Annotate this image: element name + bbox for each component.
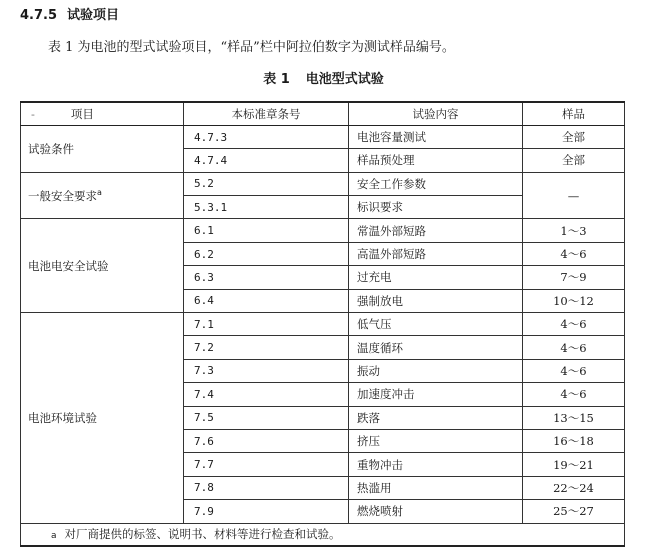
sample-cell: 7～9 xyxy=(523,266,625,289)
sample-cell: 4～6 xyxy=(523,359,625,382)
content-cell: 挤压 xyxy=(349,429,523,452)
clause-cell: 4.7.3 xyxy=(184,125,349,148)
clause-cell: 7.5 xyxy=(184,406,349,429)
content-cell: 标识要求 xyxy=(349,196,523,219)
header-item-dash: - xyxy=(31,106,35,121)
footnote-row xyxy=(21,523,625,546)
clause-cell: 7.6 xyxy=(184,429,349,452)
content-cell: 重物冲击 xyxy=(349,453,523,476)
clause-cell: 7.9 xyxy=(184,500,349,523)
content-cell: 强制放电 xyxy=(349,289,523,312)
content-cell: 高温外部短路 xyxy=(349,242,523,265)
content-cell: 跌落 xyxy=(349,406,523,429)
intro-paragraph: 表 1 为电池的型式试验项目，“样品”栏中阿拉伯数字为测试样品编号。 xyxy=(48,40,455,55)
header-clause: 本标准章条号 xyxy=(184,102,349,125)
content-cell: 加速度冲击 xyxy=(349,383,523,406)
content-cell: 温度循环 xyxy=(349,336,523,359)
sample-cell: 19～21 xyxy=(523,453,625,476)
content-cell: 低气压 xyxy=(349,313,523,336)
group-name: 电池电安全试验 xyxy=(28,258,109,273)
footnote-mark: a xyxy=(97,187,102,197)
group-name-cell xyxy=(21,125,184,172)
clause-cell: 6.2 xyxy=(184,242,349,265)
section-number: 4.7.5 xyxy=(20,8,58,23)
sample-cell: 全部 xyxy=(523,125,625,148)
content-cell: 振动 xyxy=(349,359,523,382)
clause-cell: 5.2 xyxy=(184,172,349,195)
clause-cell: 7.1 xyxy=(184,313,349,336)
sample-cell: 4～6 xyxy=(523,242,625,265)
sample-cell: 1～3 xyxy=(523,219,625,242)
content-cell: 常温外部短路 xyxy=(349,219,523,242)
group-name-cell xyxy=(21,219,184,313)
sample-cell: 25～27 xyxy=(523,500,625,523)
sample-cell: 22～24 xyxy=(523,476,625,499)
table-caption-number: 表 1 xyxy=(263,72,290,87)
group-name: 电池环境试验 xyxy=(28,410,97,425)
group-name: 一般安全要求 xyxy=(28,188,97,203)
sample-cell: 13～15 xyxy=(523,406,625,429)
clause-cell: 7.7 xyxy=(184,453,349,476)
group-name: 试验条件 xyxy=(28,141,74,156)
content-cell: 样品预处理 xyxy=(349,149,523,172)
table-row xyxy=(21,219,625,242)
content-cell: 过充电 xyxy=(349,266,523,289)
footnote-cell xyxy=(21,523,625,546)
header-item-label: 项目 xyxy=(70,106,94,121)
group-name-cell xyxy=(21,172,184,219)
sample-cell: 10～12 xyxy=(523,289,625,312)
content-cell: 电池容量测试 xyxy=(349,125,523,148)
footnote-text: 对厂商提供的标签、说明书、材料等进行检查和试验。 xyxy=(64,527,341,542)
clause-cell: 7.3 xyxy=(184,359,349,382)
sample-cell: 4～6 xyxy=(523,383,625,406)
header-content: 试验内容 xyxy=(349,102,523,125)
clause-cell: 7.4 xyxy=(184,383,349,406)
sample-cell: 全部 xyxy=(523,149,625,172)
content-cell: 燃烧喷射 xyxy=(349,500,523,523)
clause-cell: 7.2 xyxy=(184,336,349,359)
group-name-cell xyxy=(21,313,184,524)
clause-cell: 7.8 xyxy=(184,476,349,499)
clause-cell: 4.7.4 xyxy=(184,149,349,172)
sample-cell: 16～18 xyxy=(523,429,625,452)
sample-cell: 4～6 xyxy=(523,336,625,359)
table-row xyxy=(21,125,625,148)
table-row xyxy=(21,313,625,336)
clause-cell: 6.3 xyxy=(184,266,349,289)
table-caption-title: 电池型式试验 xyxy=(305,72,384,87)
footnote-mark: a xyxy=(51,531,57,542)
content-cell: 热滥用 xyxy=(349,476,523,499)
clause-cell: 6.4 xyxy=(184,289,349,312)
header-sample: 样品 xyxy=(523,102,625,125)
table-row xyxy=(21,172,625,195)
sample-cell: — xyxy=(523,172,625,219)
section-title: 试验项目 xyxy=(67,8,120,23)
clause-cell: 5.3.1 xyxy=(184,196,349,219)
content-cell: 安全工作参数 xyxy=(349,172,523,195)
header-item xyxy=(21,102,184,125)
section-heading xyxy=(20,4,119,23)
table-body xyxy=(21,125,625,546)
test-items-table xyxy=(20,101,625,547)
sample-cell: 4～6 xyxy=(523,313,625,336)
table-caption xyxy=(0,68,647,87)
clause-cell: 6.1 xyxy=(184,219,349,242)
table-header-row xyxy=(21,102,625,125)
